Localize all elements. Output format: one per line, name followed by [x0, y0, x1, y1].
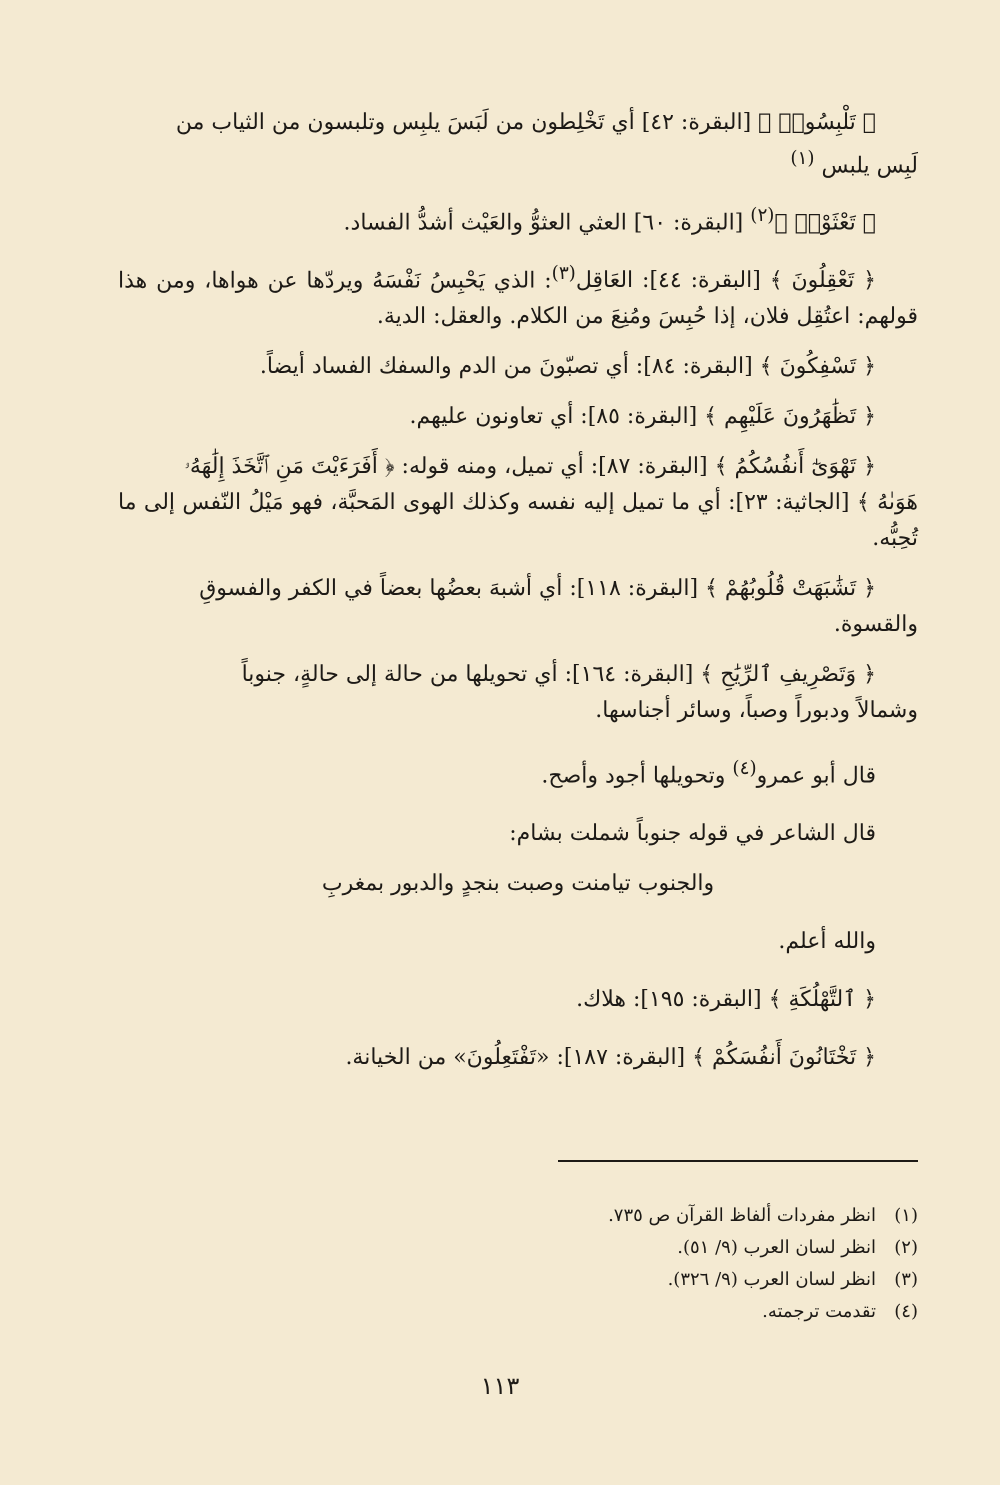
footnote-number: (٣) [894, 1269, 918, 1290]
entry-continuation: [البقرة: ٦٠] العثي العثوُّ والعَيْث أشدُّ الفساد. [343, 210, 744, 236]
entry-text: ﴿ تَعْقِلُونَ ﴾ [البقرة: ٤٤]: العَاقِل [575, 267, 876, 293]
abu-amr-text: قال أبو عمرو [756, 763, 876, 789]
entry-text: ﴿ وَتَصْرِيفِ ٱلرِّيَٰحِ ﴾ [البقرة: ١٦٤]: أي تحويلها من حالة إلى حالةٍ، جنوباً [241, 661, 876, 687]
entry-continuation: لَبِس يلبس [821, 153, 918, 179]
entry-taqilun [118, 256, 918, 335]
entry-talbisu [118, 105, 918, 184]
entry-tasfikun [118, 349, 918, 385]
entry-continuation: : الذي يَحْبِسُ نَفْسَهُ ويردّها عن هواها، ومن هذا قولهم: اعتُقِل فلان، إذا حُبِسَ ومُنِعَ من الكلام. والعقل: الدية. [118, 267, 918, 329]
entry-takhtanun: ﴿ تَخْتَانُونَ أَنفُسَكُمْ ﴾ [البقرة: ١٨٧]: «تَفْتَعِلُونَ» من الخيانة. [345, 1045, 876, 1071]
footnote-text: انظر مفردات ألفاظ القرآن ص ٧٣٥. [608, 1205, 876, 1226]
footnote-text: انظر لسان العرب (٩/ ٣٢٦). [667, 1269, 876, 1290]
footnote-marker: (١) [790, 148, 815, 169]
entry-continuation: وشمالاً ودبوراً وصباً، وسائر أجناسها. [595, 697, 918, 723]
entry-text: ﴿ تَسْفِكُونَ ﴾ [البقرة: ٨٤]: أي تصبّونَ من الدم والسفك الفساد أيضاً. [259, 353, 876, 379]
entry-tahluka: ﴿ ٱلتَّهْلُكَةِ ﴾ [البقرة: ١٩٥]: هلاك. [576, 987, 876, 1013]
footnote [118, 1232, 918, 1264]
entry-text: ﴿ تَعْثَوْا۟ ﴾ [774, 210, 876, 236]
entry-text: ﴿ تَلْبِسُوا۟ ﴾ [البقرة: ٤٢] أي تَخْلِطون من لَبَسَ يلبِس وتلبسون من الثياب من [175, 110, 876, 135]
footnote-marker: (٢) [750, 205, 775, 227]
footnote-number: (٢) [894, 1237, 918, 1258]
abu-amr-line [118, 751, 918, 794]
footnote [118, 1200, 918, 1232]
entry-text: ﴿ تَظَٰهَرُونَ عَلَيْهِم ﴾ [البقرة: ٨٥]: أي تعاونون عليهم. [409, 403, 876, 429]
footnote-separator [558, 1160, 918, 1162]
entry-continuation: والقسوة. [833, 611, 918, 637]
entry-tasrif [118, 657, 918, 729]
footnote-number: (٤) [894, 1301, 918, 1322]
footnote [118, 1296, 918, 1328]
entry-tazaharun [118, 399, 918, 435]
poetry-verse: والجنوب تيامنت وصبت بنجدٍ والدبور بمغربِ [321, 871, 715, 897]
footnote-marker: (٤) [732, 757, 757, 779]
entry-text: ﴿ تَهْوَىٰٓ أَنفُسُكُمُ ﴾ [البقرة: ٨٧]: أي تميل، ومنه قوله: ﴿ أَفَرَءَيْتَ مَنِ ٱتَّخَذَ إِلَٰهَهُۥ [184, 453, 876, 479]
footnote-marker: (٣) [551, 262, 576, 284]
footnote-text: انظر لسان العرب (٩/ ٥١). [677, 1237, 876, 1258]
footnote [118, 1264, 918, 1296]
entry-tathaw [118, 198, 918, 241]
entry-tahwa [118, 449, 918, 557]
footnote-number: (١) [894, 1205, 918, 1226]
poet-intro: قال الشاعر في قوله جنوباً شملت بشام: [509, 821, 876, 847]
entry-tashabahat [118, 571, 918, 643]
entry-continuation: هَوَىٰهُ ﴾ [الجاثية: ٢٣]: أي ما تميل إليه نفسه وكذلك الهوى المَحبَّة، فهو مَيْلُ النّفس إلى ما تُحِبُّه. [118, 489, 918, 551]
footnote-text: تقدمت ترجمته. [762, 1301, 876, 1322]
entry-text: ﴿ تَشَٰبَهَتْ قُلُوبُهُمْ ﴾ [البقرة: ١١٨]: أي أشبهَ بعضُها بعضاً في الكفر والفسوقِ [199, 575, 876, 601]
main-text [118, 105, 918, 1090]
page-number: ١١٣ [480, 1372, 520, 1400]
abu-amr-continuation: وتحويلها أجود وأصح. [541, 763, 726, 789]
footnotes [118, 1200, 918, 1328]
allah-alam: والله أعلم. [778, 929, 876, 955]
